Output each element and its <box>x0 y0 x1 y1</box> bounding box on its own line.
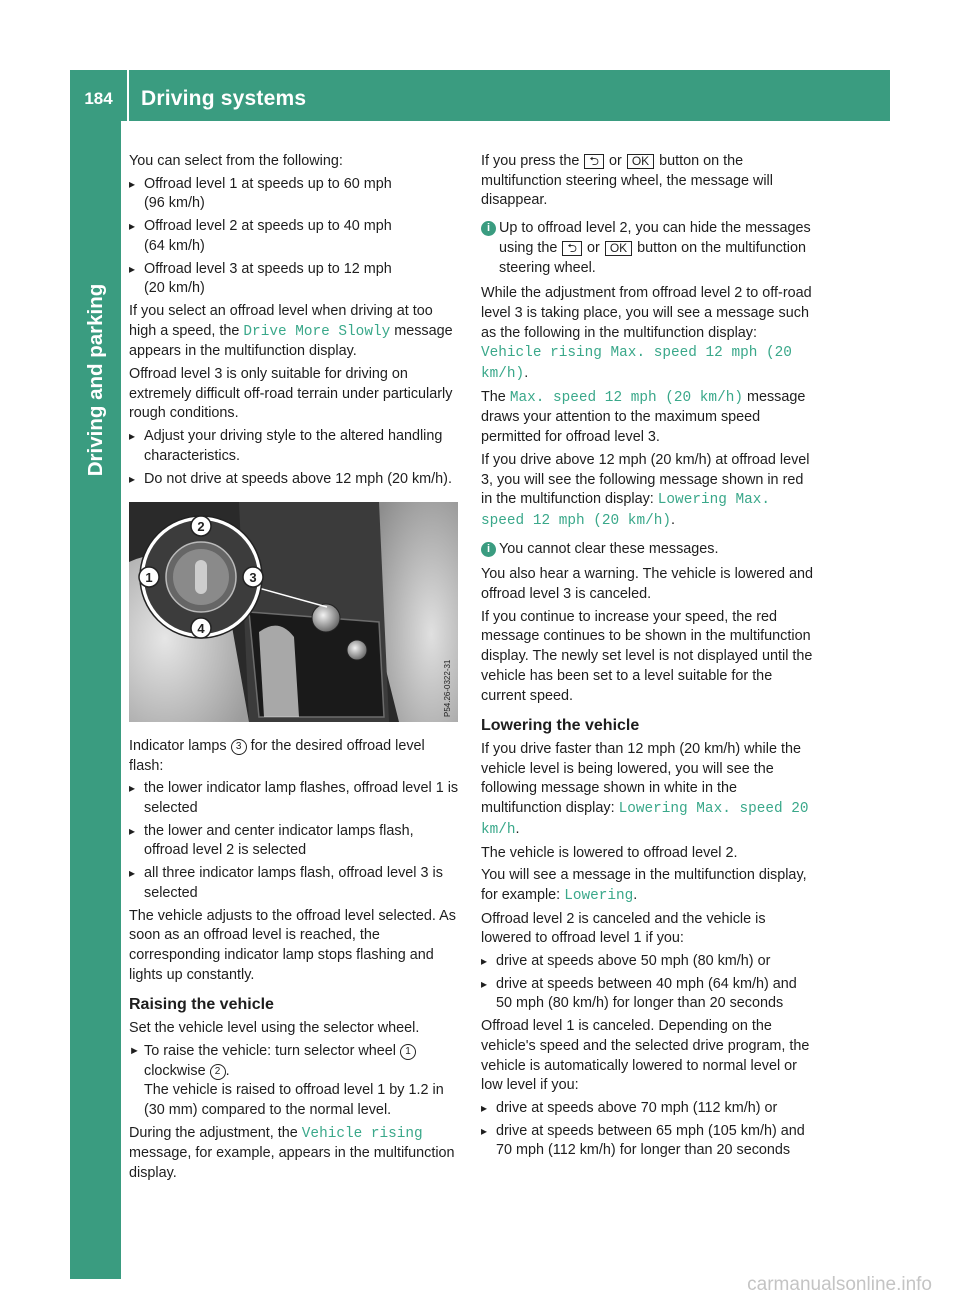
red-message-paragraph: If you drive above 12 mph (20 km/h) at offroad level 3, you will see the following message shown in red in the multifunction display: Lowering Max. speed 12 mph (20 km/h). <box>481 451 810 529</box>
lamp-item: ▸ all three indicator lamps flash, offroad level 3 is selected <box>129 864 462 903</box>
cancel2-item: ▸ drive at speeds above 50 mph (80 km/h) or <box>481 952 814 972</box>
message-lowering: Lowering <box>564 887 634 904</box>
figure-code: P54.26-0322-31 <box>443 659 452 718</box>
side-tab-square <box>70 1228 121 1279</box>
left-column <box>129 152 462 1187</box>
info-note: i Up to offroad level 2, you can hide the messages using the ⮌ or OK button on the multifunction steering wheel. <box>481 219 814 278</box>
raising-heading: Raising the vehicle <box>129 996 274 1014</box>
callout-4: 4 <box>197 621 205 637</box>
speed-item: ▸ Do not drive at speeds above 12 mph (20 km/h). <box>129 470 462 490</box>
callout-1: 1 <box>145 570 153 586</box>
ok-key-icon: OK <box>605 241 632 256</box>
lamp-item: ▸ the lower indicator lamp flashes, offroad level 1 is selected <box>129 779 462 818</box>
info-icon: i <box>481 221 496 236</box>
lamp-item: ▸ the lower and center indicator lamps flash, offroad level 2 is selected <box>129 822 462 861</box>
max-speed-paragraph: The Max. speed 12 mph (20 km/h) message draws your attention to the maximum speed permitted for offroad level 3. <box>481 388 806 446</box>
message-vehicle-rising: Vehicle rising <box>301 1125 423 1142</box>
section-title: Driving systems <box>141 87 307 110</box>
white-message-paragraph: If you drive faster than 12 mph (20 km/h) while the vehicle level is being lowered, you will see the following message shown in white in the multifunction display: Lowering Max. speed 20 km/h. <box>481 740 809 838</box>
adjust-item: ▸ Adjust your driving style to the altered handling characteristics. <box>129 427 462 466</box>
side-tab-label: Driving and parking <box>84 283 107 477</box>
raise-step: ► To raise the vehicle: turn selector wheel 1 clockwise 2 . The vehicle is raised to offroad level 1 by 1.2 in (30 mm) compared to the normal level. <box>129 1042 462 1121</box>
adjusts-paragraph: The vehicle adjusts to the offroad level selected. As soon as an offroad level is reached, the corresponding indicator lamp stops flashing and lights up constantly. <box>129 907 456 983</box>
cancel1-item: ▸ drive at speeds above 70 mph (112 km/h) or <box>481 1099 814 1119</box>
ref-2-icon: 2 <box>210 1064 226 1080</box>
message-lowering-12: Lowering Max. speed 12 mph (20 km/h) <box>481 492 771 529</box>
message-drive-more-slowly: Drive More Slowly <box>243 323 391 340</box>
callout-2: 2 <box>197 519 205 535</box>
too-fast-paragraph: If you select an offroad level when driving at too high a speed, the Drive More Slowly message appears in the multifunction display. <box>129 302 453 360</box>
selector-wheel-photo <box>129 502 458 722</box>
footer-watermark: carmanualsonline.info <box>747 1274 932 1295</box>
back-key-icon: ⮌ <box>562 241 582 256</box>
back-key-icon: ⮌ <box>584 154 604 169</box>
message-vehicle-rising-max: Vehicle rising Max. speed 12 mph (20 km/h) <box>481 345 792 383</box>
message-lowering-20: Lowering Max. speed 20 km/h <box>481 801 809 838</box>
example-paragraph: You will see a message in the multifunction display, for example: Lowering. <box>481 867 807 904</box>
info-icon: i <box>481 542 496 557</box>
level3-paragraph: Offroad level 3 is only suitable for driving on extremely difficult off-road terrain under particularly rough conditions. <box>129 366 453 422</box>
message-max-speed: Max. speed 12 mph (20 km/h) <box>509 389 743 406</box>
adjustment-paragraph: During the adjustment, the Vehicle rising message, for example, appears in the multifunction display. <box>129 1124 455 1182</box>
lowered-paragraph: The vehicle is lowered to offroad level 2. <box>481 844 738 861</box>
level2-cancel-paragraph: Offroad level 2 is canceled and the vehicle is lowered to offroad level 1 if you: <box>481 910 766 947</box>
intro-text: You can select from the following: <box>129 153 343 169</box>
warning-paragraph: You also hear a warning. The vehicle is lowered and offroad level 3 is canceled. <box>481 566 813 603</box>
right-column <box>481 152 814 1164</box>
cancel2-item: ▸ drive at speeds between 40 mph (64 km/h) and 50 mph (80 km/h) for longer than 20 seconds <box>481 975 814 1014</box>
ref-3-icon: 3 <box>231 739 247 755</box>
page-number: 184 <box>84 89 113 108</box>
level-item: ▸ Offroad level 3 at speeds up to 12 mph (20 km/h) <box>129 260 462 299</box>
indicator-paragraph: Indicator lamps 3 for the desired offroad level flash: <box>129 737 425 774</box>
ref-1-icon: 1 <box>400 1044 416 1060</box>
level-item: ▸ Offroad level 1 at speeds up to 60 mph (96 km/h) <box>129 175 462 214</box>
press-paragraph: If you press the ⮌ or OK button on the multifunction steering wheel, the message will disappear. <box>481 153 773 209</box>
level-item: ▸ Offroad level 2 at speeds up to 40 mph (64 km/h) <box>129 217 462 256</box>
cancel1-item: ▸ drive at speeds between 65 mph (105 km/h) and 70 mph (112 km/h) for longer than 20 seconds <box>481 1122 814 1161</box>
transition-paragraph: While the adjustment from offroad level 2 to off-road level 3 is taking place, you will see a message such as the following in the multifunction display: Vehicle rising Max. speed 12 mph (20 km/h). <box>481 285 812 383</box>
callout-3: 3 <box>249 570 257 586</box>
info-note: i You cannot clear these messages. <box>481 540 814 560</box>
header-divider <box>127 70 129 121</box>
ok-key-icon: OK <box>627 154 654 169</box>
continue-paragraph: If you continue to increase your speed, the red message continues to be shown in the multifunction display. The newly set level is not displayed until the vehicle has been set to a level suitable for the current speed. <box>481 608 813 704</box>
lowering-heading: Lowering the vehicle <box>481 717 640 735</box>
selector-paragraph: Set the vehicle level using the selector wheel. <box>129 1020 420 1037</box>
level1-cancel-paragraph: Offroad level 1 is canceled. Depending on the vehicle's speed and the selected drive program, the vehicle is automatically lowered to normal level or low level if you: <box>481 1018 810 1094</box>
